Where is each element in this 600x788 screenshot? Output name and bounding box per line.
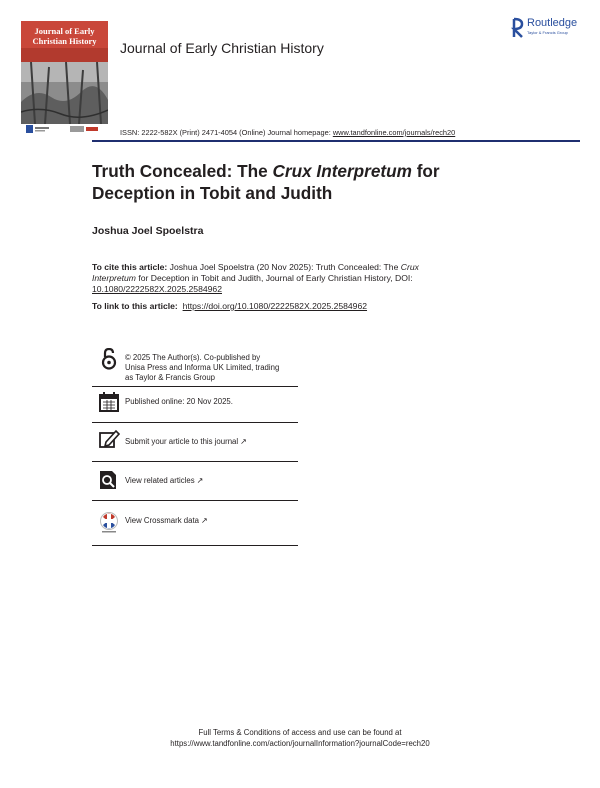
footer-terms-link[interactable]: https://www.tandfonline.com/action/journalInformation?journalCode=rech20 [170, 739, 430, 748]
related-articles-link[interactable]: View related articles ↗ [92, 462, 298, 500]
submit-article-link[interactable]: Submit your article to this journal ↗ [92, 423, 298, 461]
related-search-icon [98, 469, 120, 491]
doi-link[interactable]: 10.1080/2222582X.2025.2584962 [92, 284, 222, 294]
cover-photo-image [21, 62, 108, 124]
cover-logos [26, 124, 102, 134]
meta-divider [92, 545, 298, 546]
journal-name: Journal of Early Christian History [120, 40, 324, 56]
publisher-tagline: Taylor & Francis Group [527, 30, 568, 35]
external-link-icon: ↗ [196, 476, 204, 485]
footer: Full Terms & Conditions of access and use can be found at https://www.tandfonline.com/action/journalInformation?journalCode=rech20 [0, 727, 600, 749]
cover-title: Journal of Early Christian History [32, 26, 97, 46]
external-link-icon: ↗ [240, 437, 247, 446]
article-author: Joshua Joel Spoelstra [92, 225, 204, 237]
citation: To cite this article: Joshua Joel Spoelstra (20 Nov 2025): Truth Concealed: The Crux Interpretum for Deception in Tobit and Judith, Journal of Early Christian History, DOI: 10.1080/2222582X.2025.2584962 [92, 262, 419, 294]
published-date: Published online: 20 Nov 2025. [125, 397, 233, 406]
article-url-link[interactable]: https://doi.org/10.1080/2222582X.2025.2584962 [182, 301, 368, 311]
journal-homepage-link[interactable]: www.tandfonline.com/journals/rech20 [332, 128, 456, 137]
issn-line: ISSN: 2222-582X (Print) 2471-4054 (Online) Journal homepage: www.tandfonline.com/journals/rech20 [120, 128, 456, 137]
article-title: Truth Concealed: The Crux Interpretum for Deception in Tobit and Judith [92, 161, 440, 203]
crossmark-link[interactable]: View Crossmark data ↗ [92, 501, 298, 545]
external-link-icon: ↗ [200, 516, 208, 525]
calendar-icon [98, 391, 120, 413]
open-access-icon [98, 348, 120, 370]
cover-band [21, 48, 108, 62]
published-row [92, 387, 298, 422]
header-rule [92, 140, 580, 142]
journal-cover [21, 21, 108, 124]
link-to-article: To link to this article: https://doi.org/10.1080/2222582X.2025.2584962 [92, 301, 368, 311]
publisher-name: Routledge [527, 17, 578, 29]
license-row [92, 348, 298, 386]
crossmark-icon [98, 511, 120, 533]
edit-icon [98, 428, 120, 450]
license-text: © 2025 The Author(s). Co-published by Unisa Press and Informa UK Limited, trading as Taylor & Francis Group [125, 353, 280, 382]
